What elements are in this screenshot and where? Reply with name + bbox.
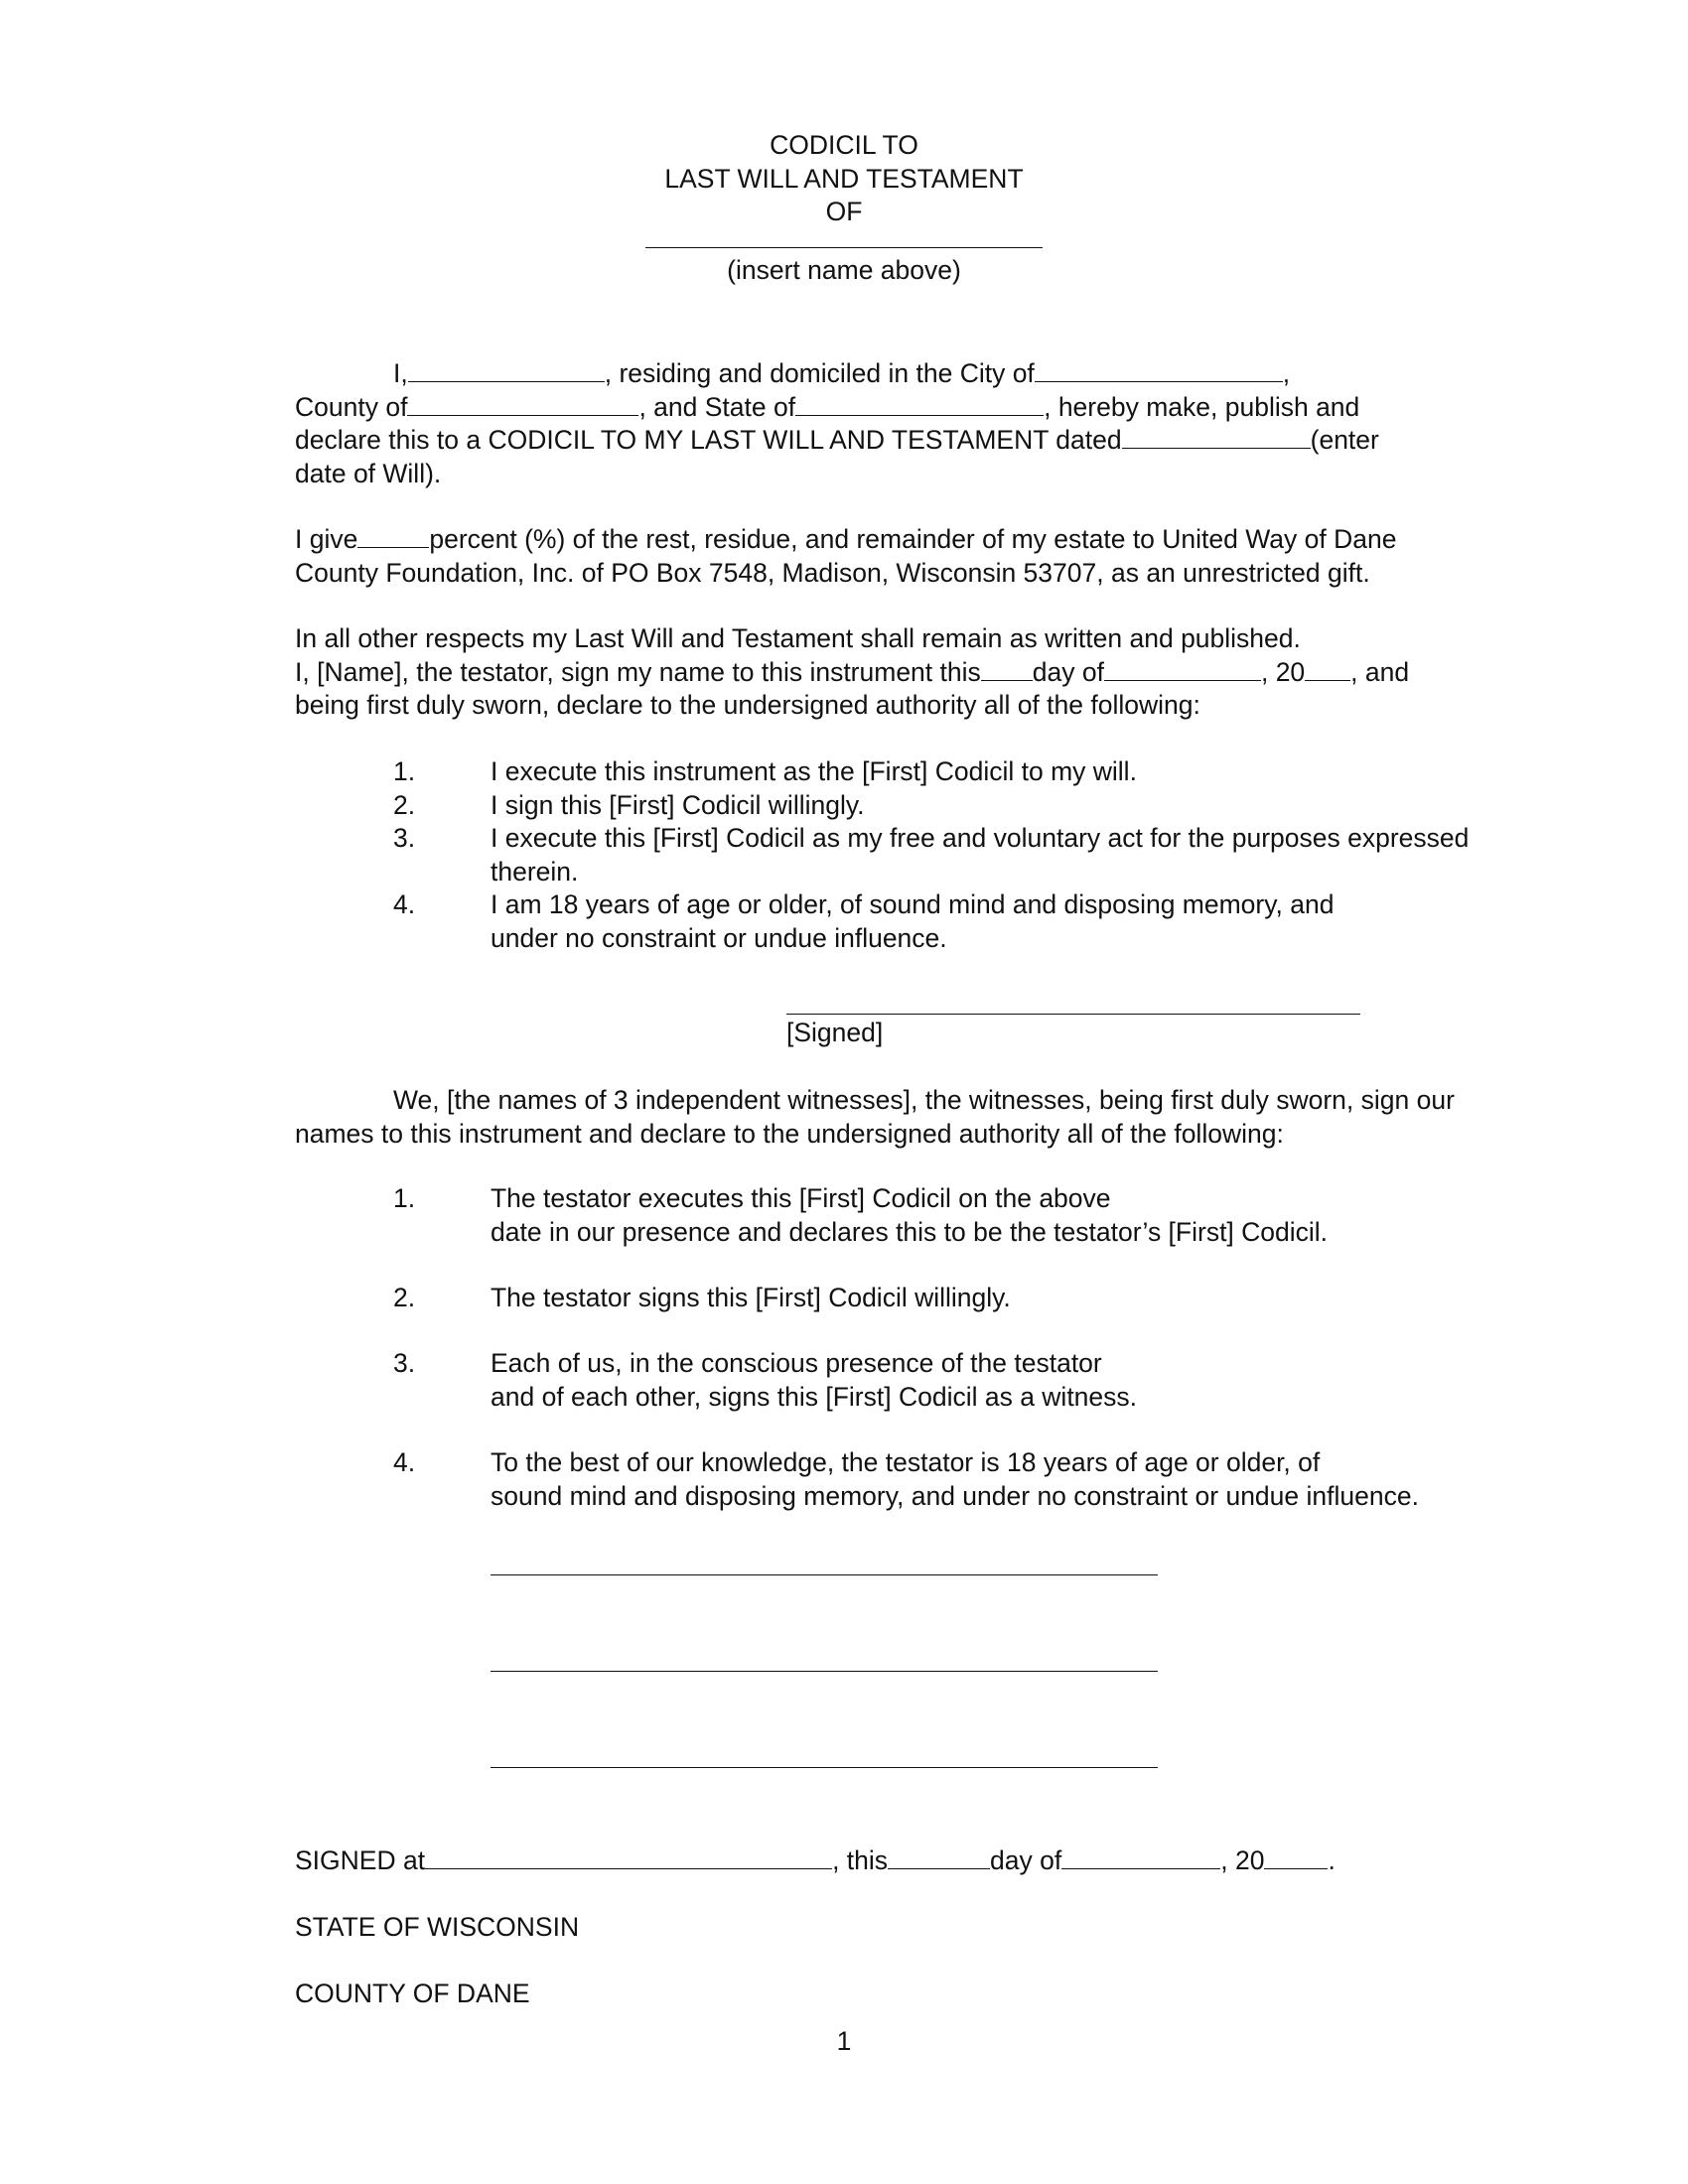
title-line-1: CODICIL TO xyxy=(770,130,918,160)
text-i: I, xyxy=(393,358,408,388)
text-declare: declare this to a CODICIL TO MY LAST WILL AND TESTAMENT dated xyxy=(295,425,1122,455)
title-block xyxy=(0,129,1688,287)
text-hereby: , hereby make, publish and xyxy=(1044,391,1360,422)
signed-place-field[interactable] xyxy=(425,1846,832,1869)
text-twenty: , 20 xyxy=(1260,656,1306,687)
item-text-line-2: and of each other, signs this [First] Codicil as a witness. xyxy=(491,1381,1138,1412)
item-text: I am 18 years of age or older, of sound mind and disposing memory, and under no constraint or undue influence. xyxy=(491,889,1335,953)
page-number: 1 xyxy=(836,2026,852,2056)
text-and: , and xyxy=(1350,656,1410,687)
testator-signature-line[interactable] xyxy=(786,1014,1360,1015)
signed-month-field[interactable] xyxy=(1061,1846,1220,1869)
declaration-line-2 xyxy=(295,391,1506,425)
gift-line-2: County Foundation, Inc. of PO Box 7548, Madison, Wisconsin 53707, as an unrestricted gift. xyxy=(295,557,1370,588)
text-county-of: County of xyxy=(295,391,408,422)
respects-paragraph xyxy=(295,622,1506,723)
item-number: 3. xyxy=(393,823,416,853)
sign-month-field[interactable] xyxy=(1104,658,1261,681)
sign-year-field[interactable] xyxy=(1305,658,1350,681)
percent-field[interactable] xyxy=(357,525,429,548)
county-field[interactable] xyxy=(407,393,638,416)
title-line-2: LAST WILL AND TESTAMENT xyxy=(664,163,1024,194)
text-i-give: I give xyxy=(295,524,358,554)
declaration-paragraph xyxy=(295,357,1506,490)
item-text: I execute this instrument as the [First] Codicil to my will. xyxy=(491,756,1137,786)
text-signed-at: SIGNED at xyxy=(295,1845,426,1875)
text-rest: percent (%) of the rest, residue, and remainder of my estate to United Way of Dane xyxy=(429,524,1397,554)
item-text-line-1: Each of us, in the conscious presence of the testator xyxy=(491,1348,1102,1378)
county-line: COUNTY OF DANE xyxy=(295,1979,530,2008)
witness-list xyxy=(393,1282,1525,1315)
testator-name-blank[interactable] xyxy=(645,247,1043,248)
list-item xyxy=(393,1282,1525,1315)
item-text: I execute this [First] Codicil as my free and voluntary act for the purposes expressed therein. xyxy=(491,823,1470,887)
text-state-of: , and State of xyxy=(638,391,796,422)
name-caption: (insert name above) xyxy=(727,254,961,285)
city-field[interactable] xyxy=(1035,359,1283,382)
witness-intro-text: We, [the names of 3 independent witnesses], the witnesses, being first duly sworn, sign our names to this instrument and declare to the undersigned authority all of the following: xyxy=(295,1085,1455,1149)
declaration-line-1 xyxy=(295,357,1506,391)
text-residing: , residing and domiciled in the City of xyxy=(604,358,1035,388)
item-text-line-1: The testator signs this [First] Codicil willingly. xyxy=(491,1283,1011,1312)
respects-line-3: being first duly sworn, declare to the undersigned authority all of the following: xyxy=(295,690,1200,720)
state-field[interactable] xyxy=(795,393,1044,416)
text-day-of: day of xyxy=(990,1845,1062,1875)
item-number: 1. xyxy=(393,756,416,786)
declaration-line-4: date of Will). xyxy=(295,458,442,488)
item-number: 2. xyxy=(393,1283,416,1312)
declaration-line-3 xyxy=(295,424,1506,458)
text-twenty: , 20 xyxy=(1220,1845,1265,1875)
item-number: 1. xyxy=(393,1183,416,1213)
text-this: , this xyxy=(832,1845,889,1875)
testator-list xyxy=(393,755,1525,955)
signed-at-line xyxy=(295,1844,1506,1878)
state-line: STATE OF WISCONSIN xyxy=(295,1912,580,1942)
item-text-line-1: To the best of our knowledge, the testator is 18 years of age or older, of xyxy=(491,1447,1321,1477)
sign-day-field[interactable] xyxy=(981,658,1033,681)
witness-intro xyxy=(295,1084,1506,1151)
signed-year-field[interactable] xyxy=(1264,1846,1328,1869)
signed-label: [Signed] xyxy=(786,1018,884,1047)
text-sign-this: I, [Name], the testator, sign my name to this instrument this xyxy=(295,656,981,687)
witness-signature-line-1[interactable] xyxy=(491,1574,1158,1575)
witness-signature-line-3[interactable] xyxy=(491,1767,1158,1768)
item-number: 4. xyxy=(393,1447,416,1477)
item-text: I sign this [First] Codicil willingly. xyxy=(491,789,865,820)
text-enter: (enter xyxy=(1310,425,1379,455)
item-number: 3. xyxy=(393,1348,416,1378)
respects-line-2 xyxy=(295,656,1506,690)
item-text-line-2: sound mind and disposing memory, and under no constraint or undue influence. xyxy=(491,1480,1419,1511)
witness-list xyxy=(393,1182,1525,1249)
list-item xyxy=(393,755,1525,789)
item-text-line-1: The testator executes this [First] Codicil on the above xyxy=(491,1183,1111,1213)
witness-signature-line-2[interactable] xyxy=(491,1671,1158,1672)
item-number: 4. xyxy=(393,889,416,919)
text-day-of: day of xyxy=(1032,656,1104,687)
list-item xyxy=(393,1347,1525,1414)
item-text-line-2: date in our presence and declares this to be the testator’s [First] Codicil. xyxy=(491,1216,1329,1247)
gift-paragraph xyxy=(295,523,1506,590)
will-date-field[interactable] xyxy=(1122,426,1311,449)
signed-at-text xyxy=(295,1844,1506,1878)
list-item xyxy=(393,1446,1525,1513)
list-item xyxy=(393,822,1525,888)
title-line-3: OF xyxy=(825,197,863,226)
item-number: 2. xyxy=(393,789,416,820)
signed-day-field[interactable] xyxy=(888,1846,990,1869)
testator-name-field[interactable] xyxy=(408,359,605,382)
list-item xyxy=(393,789,1525,823)
gift-line-1 xyxy=(295,523,1506,557)
respects-line-1: In all other respects my Last Will and Testament shall remain as written and published. xyxy=(295,623,1301,653)
list-item xyxy=(393,1182,1525,1249)
text-period: . xyxy=(1328,1845,1336,1875)
witness-list xyxy=(393,1347,1525,1414)
text-comma: , xyxy=(1282,358,1291,388)
list-item xyxy=(393,888,1525,955)
witness-list xyxy=(393,1446,1525,1513)
